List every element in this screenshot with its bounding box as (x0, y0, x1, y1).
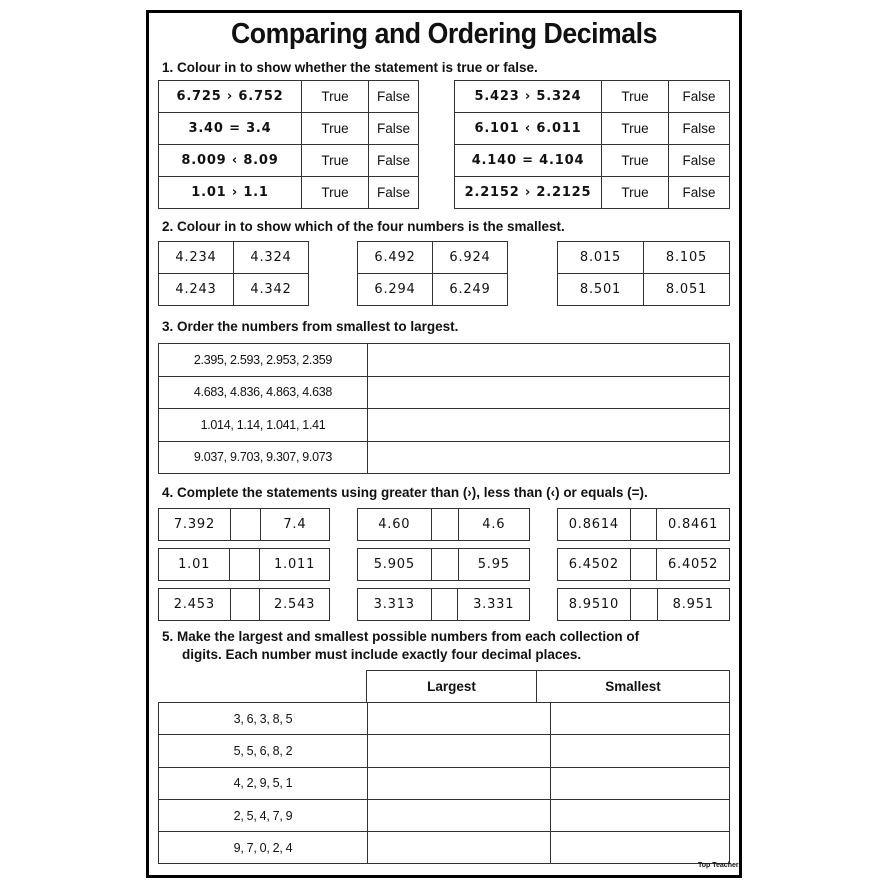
left-number: 7.392 (159, 509, 231, 541)
table-row (159, 177, 419, 209)
table-row (159, 767, 730, 799)
right-number: 7.4 (260, 509, 329, 541)
right-number: 1.011 (260, 549, 330, 581)
question-5-prompt-line2: digits. Each number must include exactly four decimal places. (182, 647, 582, 662)
header-largest: Largest (367, 671, 537, 703)
q4-comparison (357, 588, 530, 621)
true-option[interactable]: True (602, 113, 669, 145)
largest-answer[interactable] (368, 703, 551, 735)
number-cell[interactable]: 4.342 (234, 274, 309, 306)
q4-comparison (158, 548, 330, 581)
true-option[interactable]: True (302, 81, 369, 113)
symbol-answer-box[interactable] (230, 589, 260, 621)
q1-right-table (454, 80, 730, 209)
symbol-answer-box[interactable] (630, 509, 657, 541)
right-number: 5.95 (458, 549, 529, 581)
question-4-prompt: 4. Complete the statements using greater than (›), less than (‹) or equals (=). (162, 485, 648, 500)
smallest-answer[interactable] (551, 735, 730, 767)
table-row (159, 113, 419, 145)
smallest-answer[interactable] (551, 767, 730, 799)
table-row (358, 242, 508, 274)
table-row (358, 589, 530, 621)
smallest-answer[interactable] (551, 832, 730, 864)
symbol-answer-box[interactable] (431, 549, 458, 581)
q1-left-table (158, 80, 419, 209)
table-row (558, 549, 730, 581)
statement: 8.009 ‹ 8.09 (159, 145, 302, 177)
q5-header (366, 670, 730, 703)
q4-comparison (557, 508, 730, 541)
table-row (159, 376, 730, 409)
false-option[interactable]: False (369, 113, 419, 145)
table-row (159, 441, 730, 474)
table-row (455, 177, 730, 209)
true-option[interactable]: True (602, 81, 669, 113)
table-row (455, 81, 730, 113)
table-row (159, 242, 309, 274)
table-row (358, 274, 508, 306)
number-cell[interactable]: 8.015 (558, 242, 644, 274)
false-option[interactable]: False (369, 81, 419, 113)
table-row (558, 589, 730, 621)
symbol-answer-box[interactable] (630, 589, 657, 621)
table-row (558, 274, 730, 306)
right-number: 4.6 (458, 509, 529, 541)
false-option[interactable]: False (669, 81, 730, 113)
number-cell[interactable]: 6.924 (433, 242, 508, 274)
number-cell[interactable]: 8.105 (644, 242, 730, 274)
table-row (159, 344, 730, 377)
true-option[interactable]: True (602, 145, 669, 177)
statement: 4.140 = 4.104 (455, 145, 602, 177)
answer-field[interactable] (368, 344, 730, 377)
statement: 3.40 = 3.4 (159, 113, 302, 145)
page-title: Comparing and Ordering Decimals (230, 18, 658, 50)
number-list: 4.683, 4.836, 4.863, 4.638 (159, 376, 368, 409)
true-option[interactable]: True (302, 113, 369, 145)
false-option[interactable]: False (369, 177, 419, 209)
largest-answer[interactable] (368, 735, 551, 767)
answer-field[interactable] (368, 441, 730, 474)
table-row (159, 735, 730, 767)
right-number: 0.8461 (657, 509, 730, 541)
left-number: 6.4502 (558, 549, 631, 581)
largest-answer[interactable] (368, 832, 551, 864)
number-cell[interactable]: 8.051 (644, 274, 730, 306)
left-number: 4.60 (358, 509, 432, 541)
statement: 6.101 ‹ 6.011 (455, 113, 602, 145)
statement: 1.01 › 1.1 (159, 177, 302, 209)
q3-table (158, 343, 730, 474)
table-row (159, 832, 730, 864)
smallest-answer[interactable] (551, 703, 730, 735)
left-number: 3.313 (358, 589, 432, 621)
q4-comparison (557, 548, 730, 581)
statement: 6.725 › 6.752 (159, 81, 302, 113)
right-number: 8.951 (657, 589, 729, 621)
table-row (358, 549, 530, 581)
digit-collection: 5, 5, 6, 8, 2 (159, 735, 368, 767)
number-cell[interactable]: 4.243 (159, 274, 234, 306)
table-row (558, 509, 730, 541)
q4-comparison (357, 508, 530, 541)
true-option[interactable]: True (302, 177, 369, 209)
q4-comparison (158, 508, 330, 541)
answer-field[interactable] (368, 376, 730, 409)
digit-collection: 4, 2, 9, 5, 1 (159, 767, 368, 799)
left-number: 0.8614 (558, 509, 631, 541)
false-option[interactable]: False (669, 145, 730, 177)
q4-comparison (357, 548, 530, 581)
table-row (455, 145, 730, 177)
smallest-answer[interactable] (551, 799, 730, 831)
table-row (455, 113, 730, 145)
number-cell[interactable]: 6.294 (358, 274, 433, 306)
left-number: 8.9510 (558, 589, 631, 621)
answer-field[interactable] (368, 409, 730, 442)
number-cell[interactable]: 4.324 (234, 242, 309, 274)
true-option[interactable]: True (302, 145, 369, 177)
q2-number-group (158, 241, 309, 306)
statement: 5.423 › 5.324 (455, 81, 602, 113)
number-list: 2.395, 2.593, 2.953, 2.359 (159, 344, 368, 377)
false-option[interactable]: False (669, 177, 730, 209)
left-number: 5.905 (358, 549, 432, 581)
symbol-answer-box[interactable] (230, 509, 260, 541)
number-cell[interactable]: 8.501 (558, 274, 644, 306)
number-cell[interactable]: 6.492 (358, 242, 433, 274)
symbol-answer-box[interactable] (431, 589, 458, 621)
q2-number-group (557, 241, 730, 306)
right-number: 6.4052 (657, 549, 730, 581)
question-2-prompt: 2. Colour in to show which of the four numbers is the smallest. (162, 219, 565, 234)
true-option[interactable]: True (602, 177, 669, 209)
statement: 2.2152 › 2.2125 (455, 177, 602, 209)
largest-answer[interactable] (368, 799, 551, 831)
table-row (159, 409, 730, 442)
q5-table (158, 702, 730, 864)
number-list: 9.037, 9.703, 9.307, 9.073 (159, 441, 368, 474)
q4-comparison (557, 588, 730, 621)
question-5-prompt-line1: 5. Make the largest and smallest possible numbers from each collection of (162, 629, 640, 644)
number-cell[interactable]: 4.234 (159, 242, 234, 274)
table-row (159, 799, 730, 831)
table-row (358, 509, 530, 541)
false-option[interactable]: False (369, 145, 419, 177)
symbol-answer-box[interactable] (230, 549, 260, 581)
largest-answer[interactable] (368, 767, 551, 799)
q4-comparison (158, 588, 330, 621)
left-number: 1.01 (159, 549, 230, 581)
false-option[interactable]: False (669, 113, 730, 145)
table-row (159, 274, 309, 306)
question-1-prompt: 1. Colour in to show whether the statement is true or false. (162, 60, 538, 75)
digit-collection: 9, 7, 0, 2, 4 (159, 832, 368, 864)
table-row (159, 703, 730, 735)
symbol-answer-box[interactable] (431, 509, 458, 541)
left-number: 2.453 (159, 589, 231, 621)
right-number: 3.331 (458, 589, 530, 621)
question-3-prompt: 3. Order the numbers from smallest to largest. (162, 319, 459, 334)
header-smallest: Smallest (536, 671, 729, 703)
table-row (159, 145, 419, 177)
table-row (558, 242, 730, 274)
top-teacher-logo: Top Teacher (698, 862, 739, 869)
number-cell[interactable]: 6.249 (433, 274, 508, 306)
table-row (159, 589, 330, 621)
right-number: 2.543 (260, 589, 330, 621)
symbol-answer-box[interactable] (630, 549, 657, 581)
table-row (159, 549, 330, 581)
q2-number-group (357, 241, 508, 306)
table-row (159, 509, 330, 541)
digit-collection: 3, 6, 3, 8, 5 (159, 703, 368, 735)
digit-collection: 2, 5, 4, 7, 9 (159, 799, 368, 831)
table-row (159, 81, 419, 113)
number-list: 1.014, 1.14, 1.041, 1.41 (159, 409, 368, 442)
